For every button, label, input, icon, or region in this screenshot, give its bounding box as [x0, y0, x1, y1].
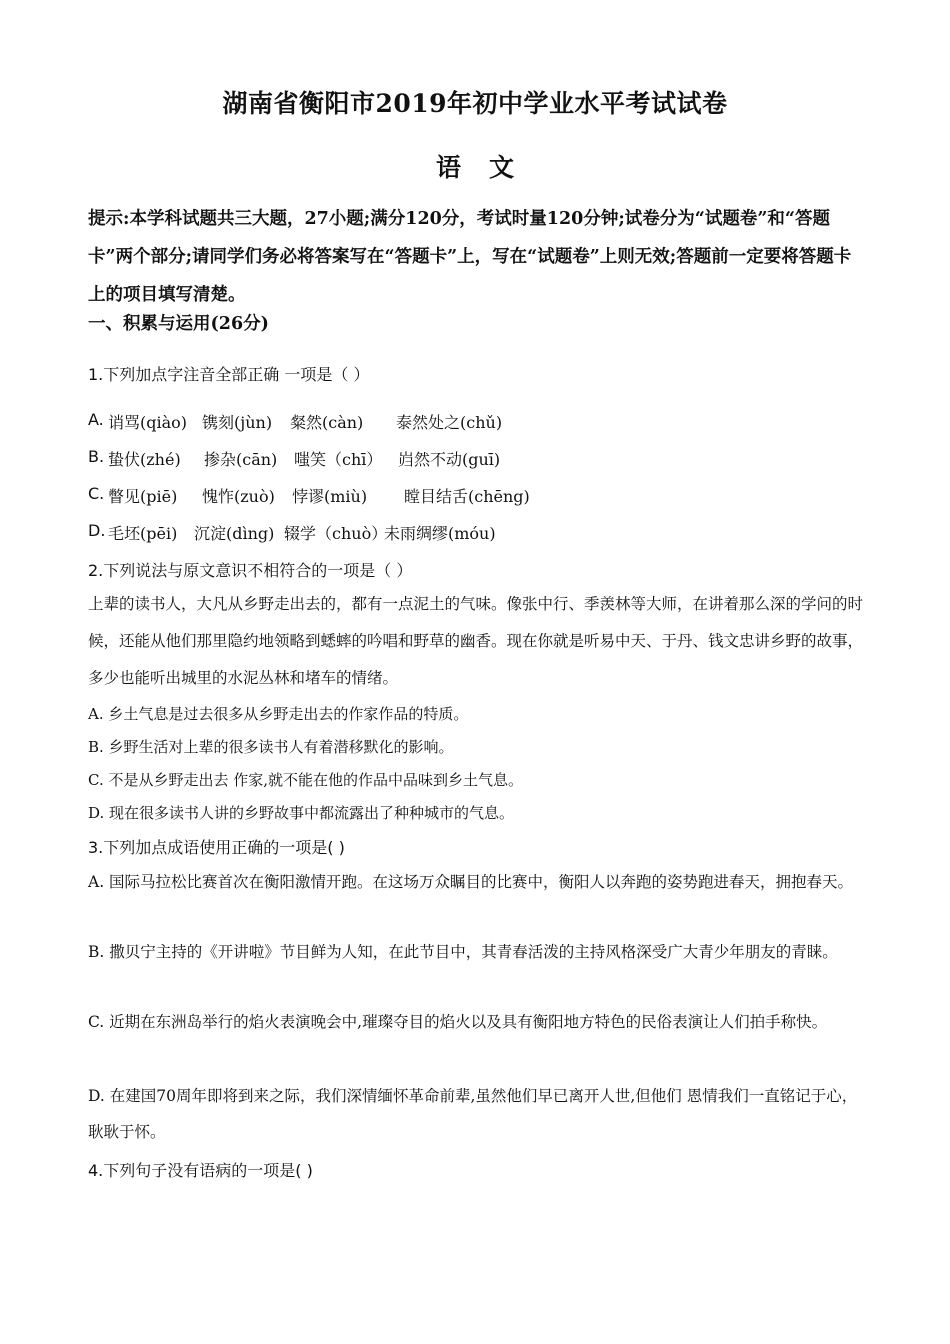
- option-item: 泰然处之(chǔ): [396, 413, 503, 432]
- q1-option-d: [88, 521, 496, 543]
- subject-char-1: 语: [435, 153, 461, 182]
- q3-option-c: C. 近期在东洲岛举行的焰火表演晚会中,璀璨夺目的焰火以及具有衡阳地方特色的民俗表演让人们拍手称快。: [88, 1013, 828, 1031]
- q2-option-b: B. 乡野生活对上辈的很多读书人有着潜移默化的影响。: [88, 738, 454, 756]
- exam-tip: 提示:本学科试题共三大题，27小题;满分120分，考试时量120分钟;试卷分为“试题卷”和“答题卡”两个部分;请同学们务必将答案写在“答题卡”上，写在“试题卷”上则无效;答题前一定要将答题卡上的项目填写清楚。: [88, 209, 852, 305]
- option-item: 未雨绸缪(móu): [384, 524, 496, 543]
- question-2-passage: 上辈的读书人，大凡从乡野走出去的，都有一点泥土的气味。像张中行、季羡林等大师，在讲着那么深的学问的时候，还能从他们那里隐约地领略到蟋蟀的吟唱和野草的幽香。现在你就是听易中天、于丹、钱文忠讲乡野的故事，多少也能听出城里的水泥丛林和堵车的情绪。: [88, 595, 864, 687]
- option-item: 诮骂(qiào): [108, 413, 188, 432]
- option-item: 镌刻(jùn): [202, 413, 273, 432]
- option-item: 嗤笑（chī）: [294, 450, 383, 469]
- question-2-stem: 2.下列说法与原文意识不相符合的一项是（ ）: [88, 561, 413, 580]
- option-label: B.: [88, 447, 105, 466]
- option-item: 毛坯(pēi): [108, 524, 178, 543]
- q3-option-a: A. 国际马拉松比赛首次在衡阳激情开跑。在这场万众瞩目的比赛中，衡阳人以奔跑的姿势跑进春天，拥抱春天。: [88, 873, 854, 891]
- q2-option-a: A. 乡土气息是过去很多从乡野走出去的作家作品的特质。: [88, 705, 469, 723]
- option-item: 辍学（chuò）: [284, 524, 388, 543]
- q2-option-d: D. 现在很多读书人讲的乡野故事中都流露出了种种城市的气息。: [88, 804, 515, 822]
- option-label: C.: [88, 484, 105, 503]
- question-3-stem: 3.下列加点成语使用正确的一项是( ): [88, 838, 345, 857]
- section-heading: 一、积累与运用(26分): [88, 314, 269, 334]
- option-item: 蛰伏(zhé): [108, 450, 181, 469]
- option-item: 悖谬(miù): [292, 487, 368, 506]
- q2-option-c: C. 不是从乡野走出去 作家,就不能在他的作品中品味到乡土气息。: [88, 771, 524, 789]
- q3-option-d: D. 在建国70周年即将到来之际，我们深情缅怀革命前辈,虽然他们早已离开人世,但他们 恩情我们一直铭记于心，耿耿于怀。: [88, 1087, 858, 1141]
- option-item: 沉淀(dìng): [194, 524, 275, 543]
- subject-char-2: 文: [489, 153, 515, 182]
- question-4-stem: 4.下列句子没有语病的一项是( ): [88, 1161, 313, 1180]
- option-item: 瞠目结舌(chēng): [404, 487, 530, 506]
- q1-option-a: [88, 410, 503, 432]
- option-item: 岿然不动(guī): [398, 450, 501, 469]
- subject-title: [0, 148, 950, 184]
- option-item: 愧怍(zuò): [202, 487, 275, 506]
- option-item: 粲然(càn): [290, 413, 364, 432]
- option-item: 掺杂(cān): [204, 450, 278, 469]
- option-item: 瞥见(piē): [108, 487, 178, 506]
- q1-option-b: [88, 447, 501, 469]
- option-label: D.: [88, 521, 106, 540]
- q1-option-c: [88, 484, 530, 506]
- q3-option-b: B. 撒贝宁主持的《开讲啦》节目鲜为人知，在此节目中，其青春活泼的主持风格深受广大青少年朋友的青睐。: [88, 943, 838, 961]
- question-1-stem: 1.下列加点字注音全部正确 一项是（ ）: [88, 365, 370, 384]
- option-label: A.: [88, 410, 104, 429]
- page-title: 湖南省衡阳市2019年初中学业水平考试试卷: [222, 89, 728, 118]
